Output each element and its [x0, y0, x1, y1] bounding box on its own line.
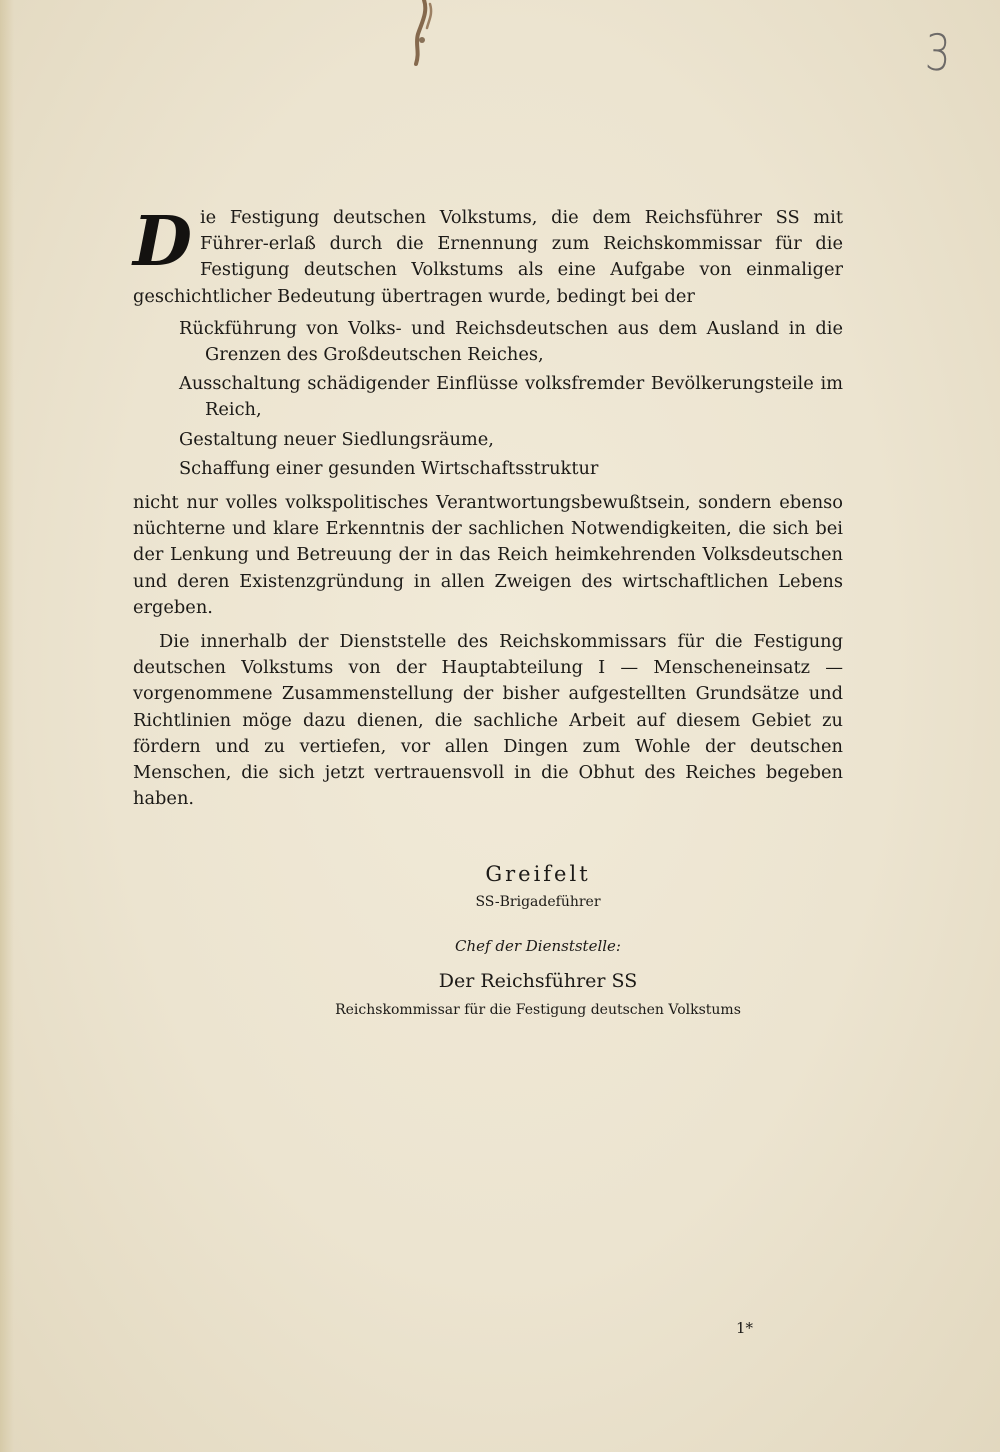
- signature-mark: 1*: [736, 1319, 754, 1337]
- intro-paragraph: [133, 202, 843, 310]
- drop-cap: D: [133, 202, 192, 282]
- handwritten-page-number: 3: [923, 23, 952, 83]
- signatory-rank: SS-Brigadeführer: [475, 894, 601, 910]
- chef-label: Chef der Dienststelle:: [455, 937, 621, 955]
- intro-text: ie Festigung deutschen Volkstums, die dem Reichsführer SS mit Führer-erlaß durch die Ernennung zum Reichskommissar für die Festigung deutschen Volkstums als eine Aufgabe von einmaliger geschichtlicher Bedeutung übertragen wurde, bedingt bei der: [133, 207, 843, 307]
- main-text: [133, 202, 843, 812]
- signatory-name: Greifelt: [485, 862, 591, 886]
- objectives-list: [133, 316, 843, 482]
- page-edge-shadow: [0, 0, 14, 1452]
- authority-title: Der Reichsführer SS: [438, 970, 638, 992]
- signature-block: [133, 860, 943, 1020]
- authority-subtitle: Reichskommissar für die Festigung deutschen Volkstums: [335, 1002, 741, 1018]
- list-item: Gestaltung neuer Siedlungsräume,: [179, 428, 494, 450]
- paragraph-compilation: Die innerhalb der Dienststelle des Reichskommissars für die Festigung deutschen Volkstums von der Hauptabteilung I — Menscheneinsatz — vorgenommene Zusammenstellung der bisher aufgestellten Grundsätze und Richtlinien möge dazu dienen, die sachliche Arbeit auf diesem Gebiet zu fördern und zu vertiefen, vor allen Dingen zum Wohle der deutschen Menschen, die sich jetzt vertrauensvoll in die Obhut des Reiches begeben haben.: [133, 631, 843, 810]
- list-item: Schaffung einer gesunden Wirtschaftsstruktur: [179, 457, 599, 479]
- list-item: Ausschaltung schädigender Einflüsse volksfremder Bevölkerungsteile im Reich,: [179, 373, 843, 421]
- list-item: Rückführung von Volks- und Reichsdeutschen aus dem Ausland in die Grenzen des Großdeutschen Reiches,: [179, 317, 843, 366]
- ink-stain-mark: [398, 0, 448, 70]
- paragraph-responsibility: nicht nur volles volkspolitisches Verantwortungsbewußtsein, sondern ebenso nüchterne und klare Erkenntnis der sachlichen Notwendigkeiten, die sich bei der Lenkung und Betreuung der in das Reich heimkehrenden Volksdeutschen und deren Existenzgründung in allen Zweigen des wirtschaftlichen Lebens ergeben.: [133, 492, 843, 618]
